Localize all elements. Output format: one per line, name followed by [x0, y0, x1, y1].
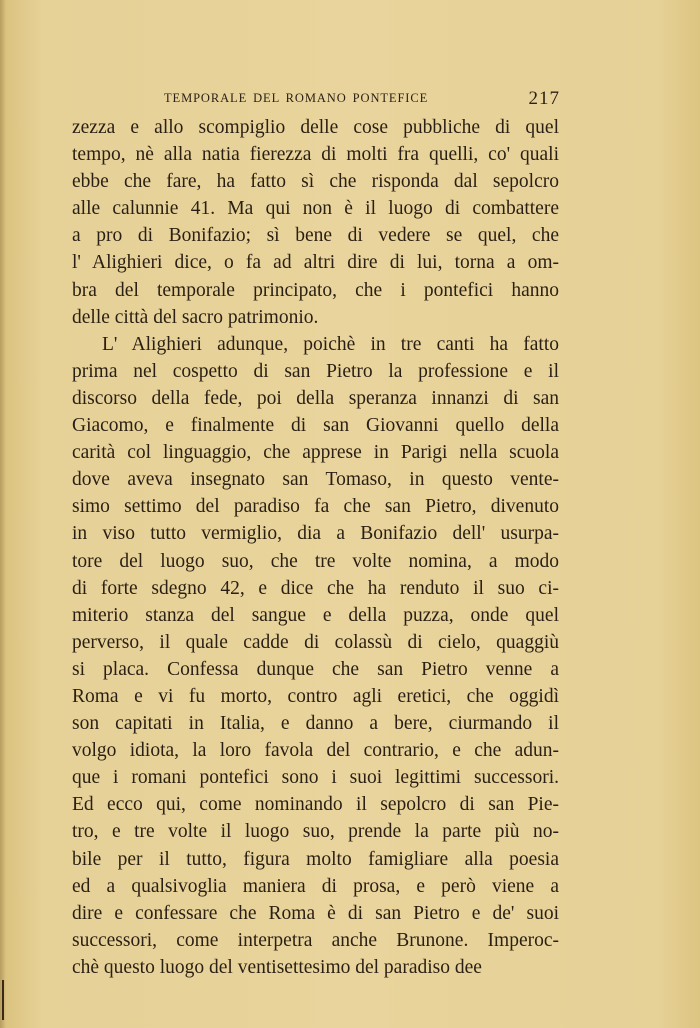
text-line: volgo idiota, la loro favola del contrario, e che adun- [72, 740, 559, 762]
text-line: successori, come interpetra anche Brunone. Imperoc- [72, 929, 559, 951]
page-number: 217 [528, 88, 560, 109]
text-line: tore del luogo suo, che tre volte nomina, a modo [72, 550, 559, 572]
text-line: si placa. Confessa dunque che san Pietro venne a [72, 658, 559, 680]
text-line: bra del temporale principato, che i pontefici hanno [72, 279, 559, 301]
text-line: son capitati in Italia, e danno a bere, ciurmando il [72, 713, 559, 735]
text-line: perverso, il quale cadde di colassù di cielo, quaggiù [72, 631, 559, 653]
running-title: TEMPORALE DEL ROMANO PONTEFICE [164, 91, 429, 105]
text-line: simo settimo del paradiso fa che san Pietro, divenuto [72, 496, 559, 518]
text-line: bile per il tutto, figura molto famigliare alla poesia [72, 848, 559, 870]
text-line: Ed ecco qui, come nominando il sepolcro di san Pie- [72, 794, 559, 816]
text-line: tro, e tre volte il luogo suo, prende la parte più no- [72, 821, 559, 843]
page-edge-mark [2, 980, 4, 1020]
text-line: alle calunnie 41. Ma qui non è il luogo di combattere [72, 198, 559, 220]
text-line: in viso tutto vermiglio, dia a Bonifazio dell' usurpa- [72, 523, 559, 545]
text-line: Roma e vi fu morto, contro agli eretici, che oggidì [72, 685, 559, 707]
body-text [72, 114, 559, 981]
text-line: ed a qualsivoglia maniera di prosa, e però viene a [72, 875, 559, 897]
text-line: prima nel cospetto di san Pietro la professione e il [72, 360, 559, 382]
running-header [164, 88, 560, 112]
text-line: dove aveva insegnato san Tomaso, in questo vente- [72, 469, 559, 491]
text-line: zezza e allo scompiglio delle cose pubbliche di quel [72, 117, 559, 138]
text-line: tempo, nè alla natia fierezza di molti fra quelli, co' quali [72, 144, 559, 166]
text-line: ebbe che fare, ha fatto sì che risponda dal sepolcro [72, 171, 559, 193]
text-line: l' Alighieri dice, o fa ad altri dire di lui, torna a om- [72, 252, 559, 274]
text-line: carità col linguaggio, che apprese in Parigi nella scuola [72, 442, 559, 464]
text-line: a pro di Bonifazio; sì bene di vedere se quel, che [72, 225, 559, 247]
text-line: dire e confessare che Roma è di san Pietro e de' suoi [72, 902, 559, 924]
text-line: que i romani pontefici sono i suoi legittimi successori. [72, 767, 559, 789]
text-line: L' Alighieri adunque, poichè in tre canti ha fatto [102, 333, 559, 355]
text-line: Giacomo, e finalmente di san Giovanni quello della [72, 415, 559, 437]
text-line: discorso della fede, poi della speranza innanzi di san [72, 387, 559, 409]
text-line: di forte sdegno 42, e dice che ha renduto il suo ci- [72, 577, 559, 599]
text-line: delle città del sacro patrimonio. [72, 306, 319, 328]
page-edge-shadow [0, 0, 6, 1028]
text-line: chè questo luogo del ventisettesimo del paradiso dee [72, 956, 482, 978]
text-line: miterio stanza del sangue e della puzza, onde quel [72, 604, 559, 626]
